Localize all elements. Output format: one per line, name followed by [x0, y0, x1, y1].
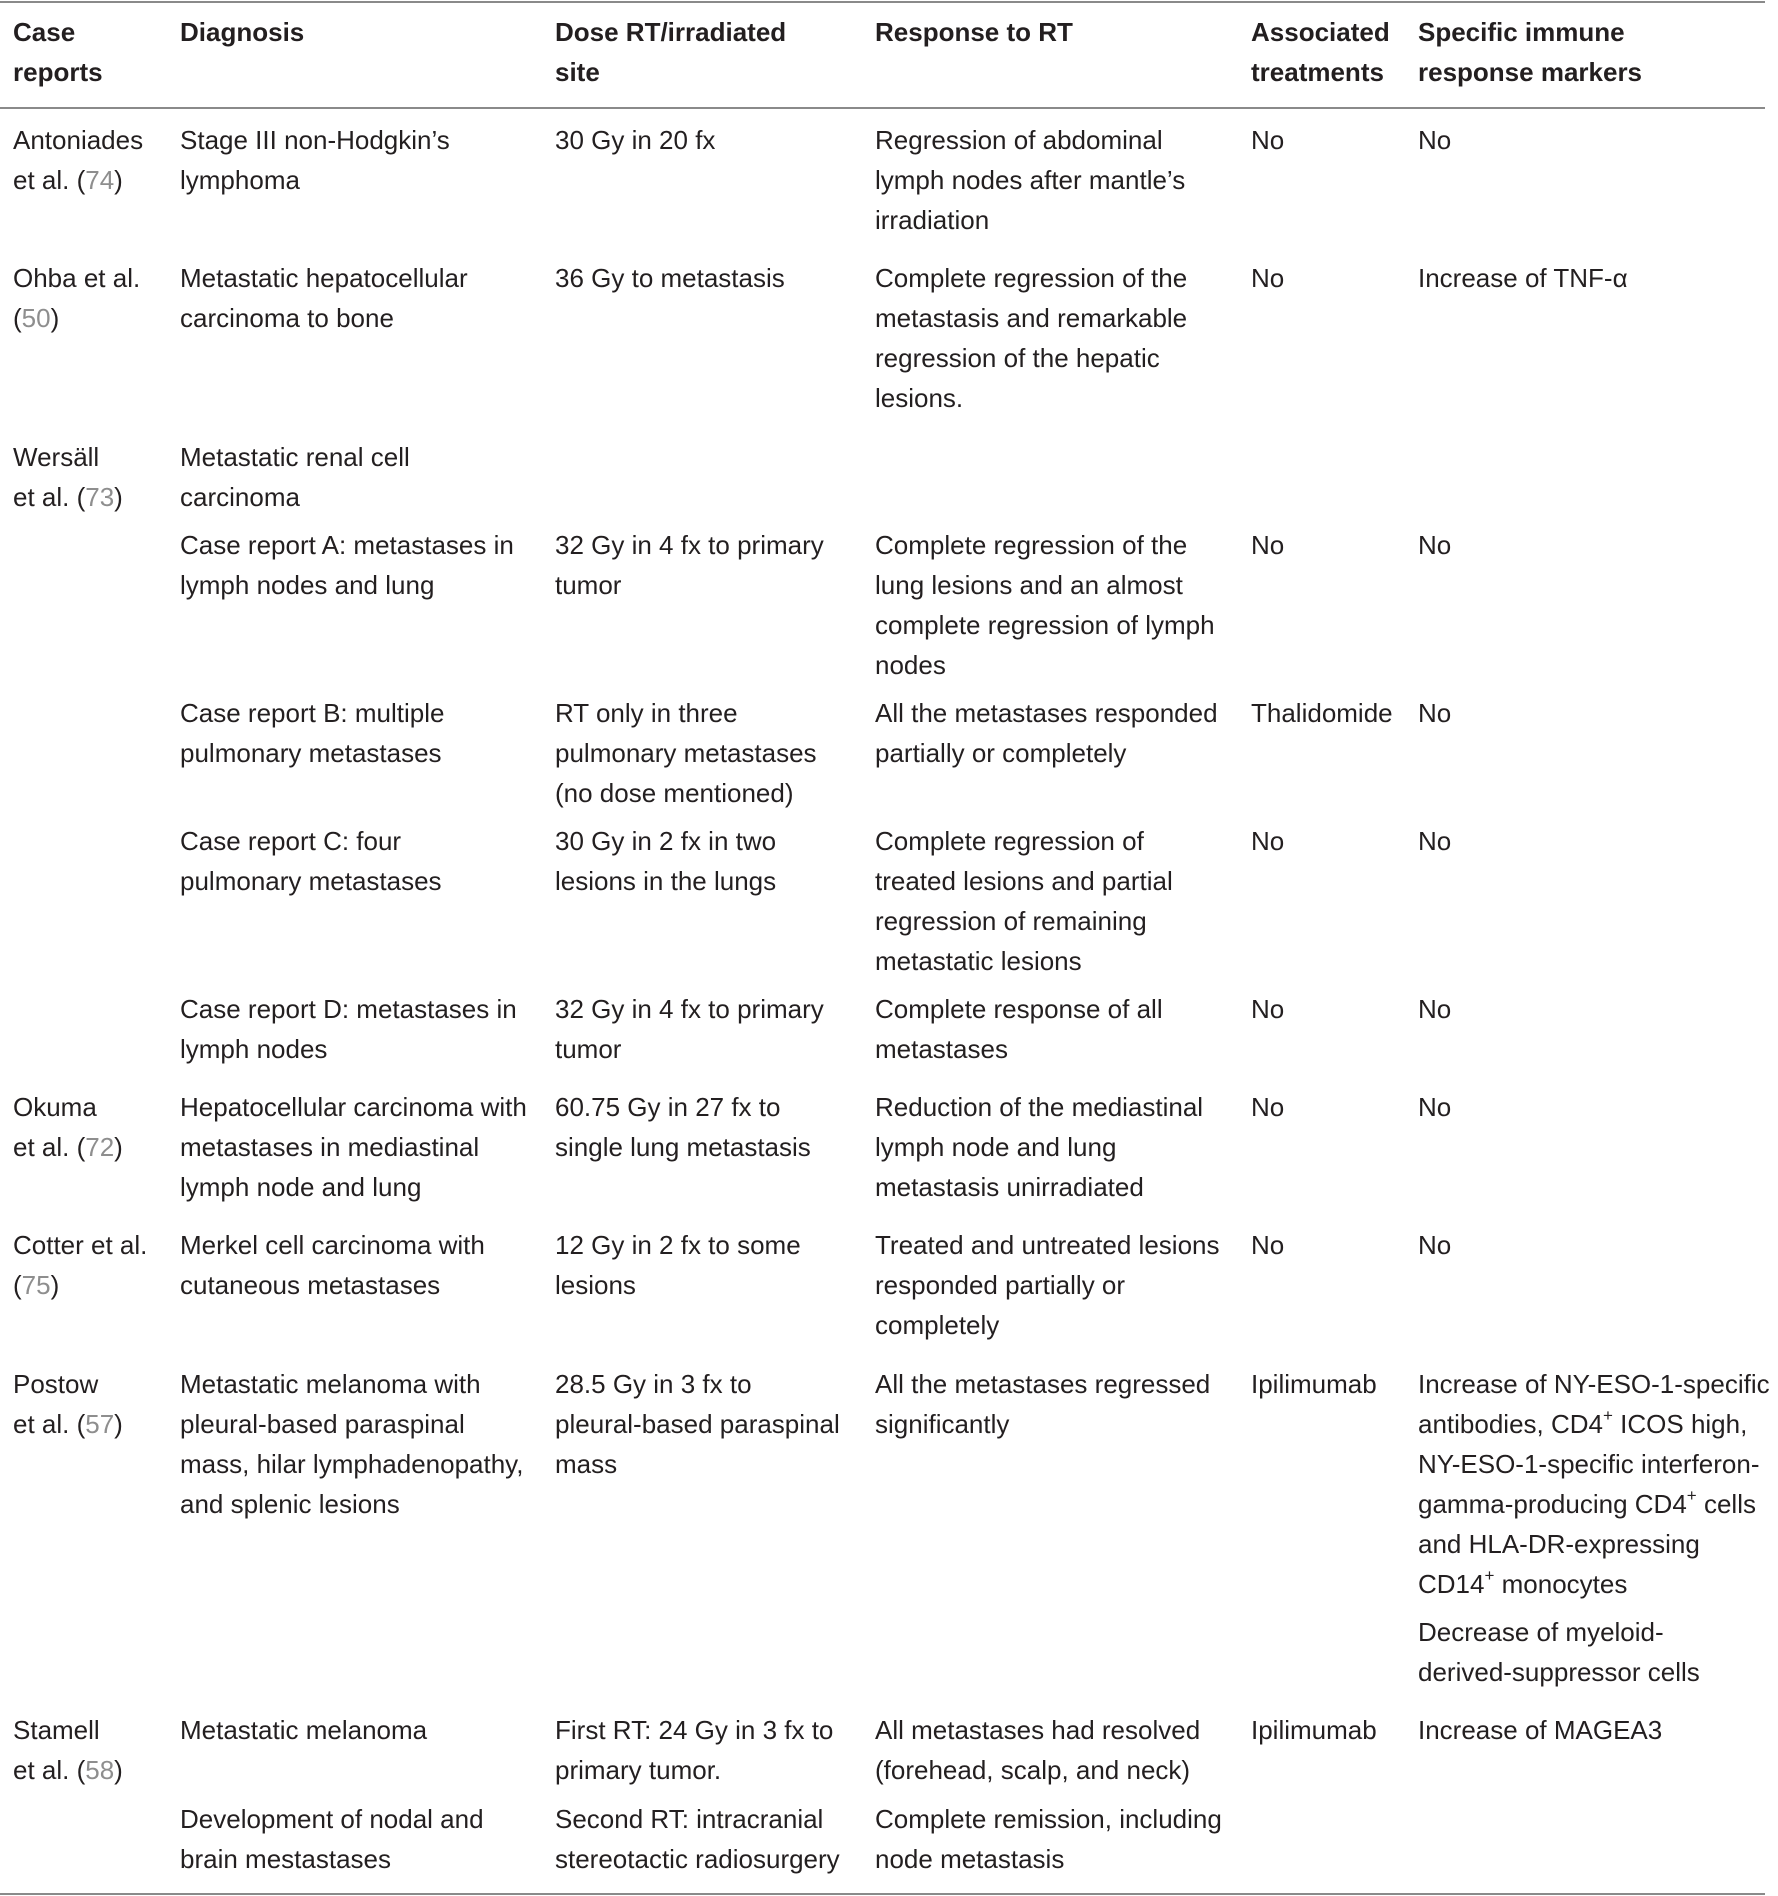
- diagnosis-cell: Case report C: four pulmonary metastases: [180, 826, 442, 896]
- response-cell: Reduction of the mediastinal lymph node and lung metastasis unirradiated: [875, 1092, 1204, 1202]
- associated-cell: No: [1251, 125, 1285, 155]
- response-cell: All metastases had resolved (forehead, scalp, and neck): [875, 1715, 1201, 1785]
- diagnosis-cell: Hepatocellular carcinoma with metastases in mediastinal lymph node and lung: [180, 1092, 527, 1202]
- markers-cell: Increase of MAGEA3: [1418, 1715, 1663, 1745]
- case-cell-okuma: Okuma et al. (72): [13, 1092, 123, 1162]
- header-associated: Associated treatments: [1251, 17, 1390, 87]
- dose-cell: 12 Gy in 2 fx to some lesions: [555, 1230, 801, 1300]
- associated-cell: No: [1251, 1092, 1285, 1122]
- associated-cell: No: [1251, 994, 1285, 1024]
- diagnosis-cell: Metastatic hepatocellular carcinoma to bone: [180, 263, 468, 333]
- response-cell: All the metastases responded partially or completely: [875, 698, 1218, 768]
- diagnosis-cell: Metastatic renal cell carcinoma: [180, 442, 410, 512]
- associated-cell: No: [1251, 826, 1285, 856]
- diagnosis-cell: Stage III non-Hodgkin’s lymphoma: [180, 125, 450, 195]
- associated-cell: No: [1251, 263, 1285, 293]
- markers-cell: Increase of NY-ESO-1-specific antibodies, CD4+ ICOS high, NY-ESO-1-specific interferon- gamma-producing CD4+ cells and HLA-DR-expressing CD14+ monocytes: [1418, 1369, 1770, 1599]
- diagnosis-cell: Case report B: multiple pulmonary metastases: [180, 698, 445, 768]
- markers-cell: No: [1418, 1230, 1452, 1260]
- case-cell-stamell: Stamell et al. (58): [13, 1715, 123, 1785]
- reference-link[interactable]: 75: [21, 1270, 51, 1300]
- response-cell: Complete response of all metastases: [875, 994, 1163, 1064]
- dose-cell: 60.75 Gy in 27 fx to single lung metastasis: [555, 1092, 811, 1162]
- markers-cell: No: [1418, 125, 1452, 155]
- case-cell-cotter: Cotter et al. (75): [13, 1230, 148, 1300]
- dose-cell: 32 Gy in 4 fx to primary tumor: [555, 530, 824, 600]
- markers-cell: No: [1418, 994, 1452, 1024]
- dose-cell: Second RT: intracranial stereotactic radiosurgery: [555, 1804, 840, 1874]
- diagnosis-cell: Case report D: metastases in lymph nodes: [180, 994, 517, 1064]
- dose-cell: 32 Gy in 4 fx to primary tumor: [555, 994, 824, 1064]
- header-rule: [0, 107, 1765, 109]
- response-cell: Treated and untreated lesions responded partially or completely: [875, 1230, 1220, 1340]
- response-cell: All the metastases regressed significantly: [875, 1369, 1211, 1439]
- diagnosis-cell: Metastatic melanoma with pleural-based paraspinal mass, hilar lymphadenopathy, and splenic lesions: [180, 1369, 524, 1519]
- dose-cell: 30 Gy in 2 fx in two lesions in the lungs: [555, 826, 777, 896]
- response-cell: Complete regression of the metastasis and remarkable regression of the hepatic lesions.: [875, 263, 1188, 413]
- bottom-rule: [0, 1893, 1765, 1895]
- top-rule: [0, 1, 1765, 3]
- response-cell: Regression of abdominal lymph nodes after mantle’s irradiation: [875, 125, 1186, 235]
- markers-cell: No: [1418, 698, 1452, 728]
- dose-cell: First RT: 24 Gy in 3 fx to primary tumor.: [555, 1715, 834, 1785]
- case-cell-postow: Postow et al. (57): [13, 1369, 123, 1439]
- case-cell-antoniades: Antoniades et al. (74): [13, 125, 144, 195]
- associated-cell: No: [1251, 530, 1285, 560]
- associated-cell: Thalidomide: [1251, 698, 1393, 728]
- diagnosis-cell: Development of nodal and brain mestastases: [180, 1804, 484, 1874]
- reference-link[interactable]: 50: [21, 303, 51, 333]
- response-cell: Complete remission, including node metastasis: [875, 1804, 1222, 1874]
- diagnosis-cell: Merkel cell carcinoma with cutaneous metastases: [180, 1230, 485, 1300]
- reference-link[interactable]: 73: [85, 482, 115, 512]
- dose-cell: RT only in three pulmonary metastases (no dose mentioned): [555, 698, 817, 808]
- markers-cell: No: [1418, 530, 1452, 560]
- header-dose: Dose RT/irradiated site: [555, 17, 787, 87]
- dose-cell: 36 Gy to metastasis: [555, 263, 785, 293]
- reference-link[interactable]: 58: [85, 1755, 115, 1785]
- diagnosis-cell: Metastatic melanoma: [180, 1715, 428, 1745]
- associated-cell: Ipilimumab: [1251, 1369, 1377, 1399]
- diagnosis-cell: Case report A: metastases in lymph nodes and lung: [180, 530, 514, 600]
- dose-cell: 28.5 Gy in 3 fx to pleural-based paraspinal mass: [555, 1369, 840, 1479]
- header-response: Response to RT: [875, 17, 1073, 47]
- associated-cell: Ipilimumab: [1251, 1715, 1377, 1745]
- response-cell: Complete regression of treated lesions and partial regression of remaining metastatic lesions: [875, 826, 1173, 976]
- markers-cell-decrease: Decrease of myeloid- derived-suppressor cells: [1418, 1617, 1700, 1687]
- response-cell: Complete regression of the lung lesions and an almost complete regression of lymph nodes: [875, 530, 1215, 680]
- reference-link[interactable]: 74: [85, 165, 115, 195]
- associated-cell: No: [1251, 1230, 1285, 1260]
- reference-link[interactable]: 72: [85, 1132, 115, 1162]
- case-cell-ohba: Ohba et al. (50): [13, 263, 141, 333]
- header-diagnosis: Diagnosis: [180, 17, 305, 47]
- header-case-reports: Case reports: [13, 17, 103, 87]
- markers-cell: No: [1418, 1092, 1452, 1122]
- header-markers: Specific immune response markers: [1418, 17, 1643, 87]
- markers-cell: No: [1418, 826, 1452, 856]
- markers-cell: Increase of TNF-α: [1418, 263, 1628, 293]
- reference-link[interactable]: 57: [85, 1409, 115, 1439]
- dose-cell: 30 Gy in 20 fx: [555, 125, 716, 155]
- case-cell-wersall: Wersäll et al. (73): [13, 442, 123, 512]
